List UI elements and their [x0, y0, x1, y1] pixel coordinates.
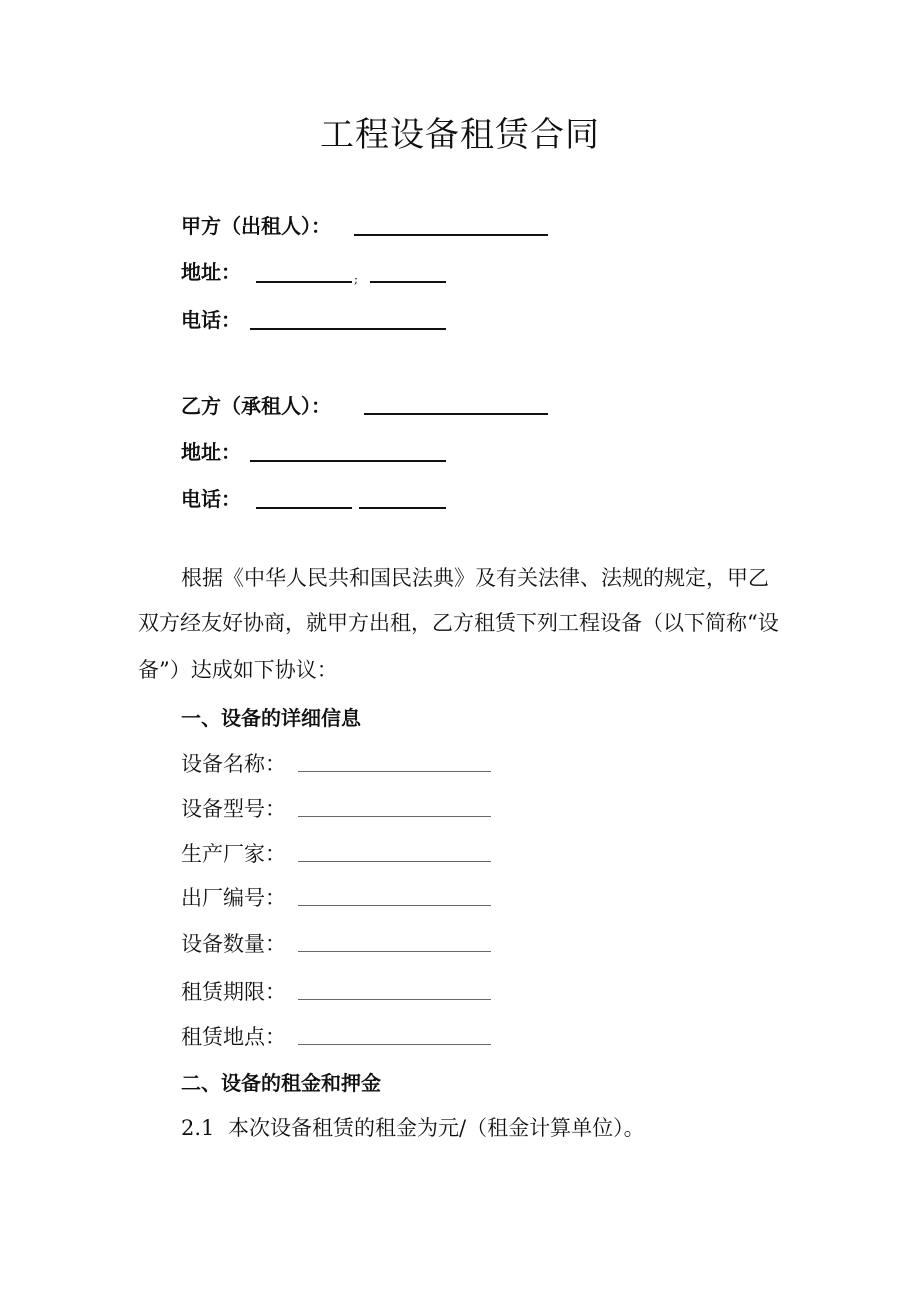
field-lease-term-blank[interactable] [298, 999, 491, 1000]
party-b-phone-label: 电话： [181, 487, 241, 511]
field-serial-number-blank[interactable] [298, 905, 491, 906]
party-a-address-separator: ; [354, 272, 359, 286]
party-b-address-label: 地址： [181, 440, 241, 464]
field-lease-location-blank[interactable] [298, 1044, 491, 1045]
party-b-address-blank[interactable] [250, 460, 446, 462]
party-a-label: 甲方（出租人）： [181, 214, 331, 238]
party-a-phone-blank[interactable] [250, 328, 446, 330]
document-title: 工程设备租赁合同 [320, 115, 600, 155]
field-lease-location-label: 租赁地点： [181, 1025, 286, 1049]
party-a-name-blank[interactable] [354, 234, 548, 236]
clause-2-1-text: 本次设备租赁的租金为元/（租金计算单位）。 [228, 1116, 645, 1140]
party-a-address-blank-2[interactable] [370, 281, 446, 283]
field-equipment-name-label: 设备名称： [181, 752, 286, 776]
intro-line-3: 备”）达成如下协议： [138, 658, 338, 682]
field-equipment-model-label: 设备型号： [181, 797, 286, 821]
party-b-label: 乙方（承租人）： [181, 394, 331, 418]
field-manufacturer-label: 生产厂家： [181, 842, 286, 866]
field-serial-number-label: 出厂编号： [181, 886, 286, 910]
section-1-heading: 一、设备的详细信息 [181, 706, 361, 730]
field-manufacturer-blank[interactable] [298, 861, 491, 862]
party-a-phone-label: 电话： [181, 308, 241, 332]
party-b-phone-blank-1[interactable] [256, 507, 352, 509]
field-equipment-model-blank[interactable] [298, 816, 491, 817]
field-equipment-name-blank[interactable] [298, 771, 491, 772]
party-a-address-blank-1[interactable] [256, 281, 352, 283]
clause-2-1-number: 2.1 [181, 1116, 215, 1140]
field-quantity-label: 设备数量： [181, 932, 286, 956]
party-b-phone-blank-2[interactable] [359, 507, 446, 509]
field-lease-term-label: 租赁期限： [181, 980, 286, 1004]
section-2-heading: 二、设备的租金和押金 [181, 1071, 381, 1095]
intro-line-2: 双方经友好协商，就甲方出租，乙方租赁下列工程设备（以下简称“设 [138, 611, 779, 635]
intro-line-1: 根据《中华人民共和国民法典》及有关法律、法规的规定，甲乙 [181, 566, 769, 590]
party-b-name-blank[interactable] [364, 413, 548, 415]
field-quantity-blank[interactable] [298, 951, 491, 952]
party-a-address-label: 地址： [181, 260, 241, 284]
